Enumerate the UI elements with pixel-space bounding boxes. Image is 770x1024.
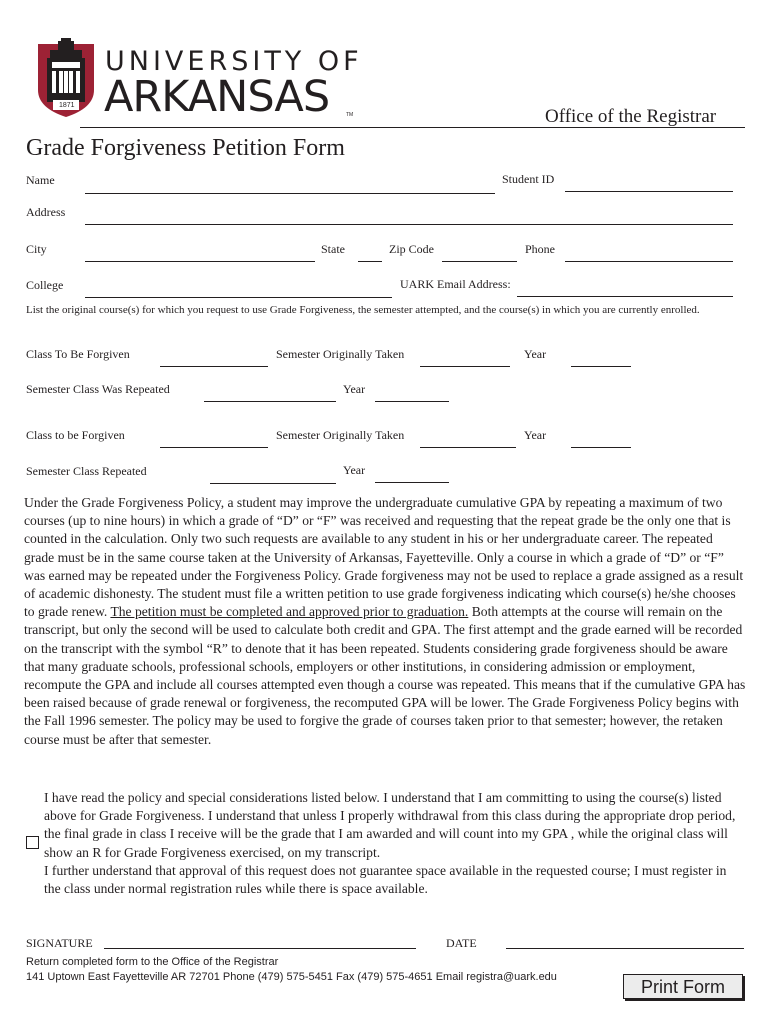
signature-label: SIGNATURE xyxy=(26,936,93,950)
repeated-year-label-2: Year xyxy=(343,463,366,477)
policy-text-part2: Both attempts at the course will remain on the transcript, but only the second will be used to calculate both credit and GPA. The first attempt and the grade earned will be recorded on the transcript with the symbol “R” to denote that it has been repeated. Students considering grade forgiveness should be aware that many graduate schools, professional schools, employers or other institutions, in considering admission or employment, recompute the GPA and include all courses attempted even though a course was repeated. This means that if the cumulative GPA has been raised because of grade renewal or forgiveness, the recomputed GPA will be lower. The Grade Forgiveness Policy begins with the Fall 1996 semester. The policy may be used to forgive the grade of courses taken prior to that semester; however, the retaken course must be after that semester. xyxy=(24,604,746,747)
college-label: College xyxy=(26,278,64,292)
address-line xyxy=(85,224,733,225)
logo-arkansas: ARKANSAS xyxy=(104,72,330,122)
class-to-be-forgiven-line-2 xyxy=(160,447,268,448)
semester-class-was-repeated-label: Semester Class Was Repeated xyxy=(26,382,170,396)
repeated-year-field-1[interactable] xyxy=(375,385,449,401)
policy-underlined-text: The petition must be completed and approved prior to graduation. xyxy=(110,604,469,620)
signature-field[interactable] xyxy=(104,932,416,948)
policy-text-part1: Under the Grade Forgiveness Policy, a student may improve the undergraduate cumulative GPA by repeating a maximum of two courses (up to nine hours) in which a grade of “D” or “F” was received and requesting that the repeat grade be the only one that is counted in the calculation. Only two such requests are available to any student in his or her undergraduate career. The repeated grade must be in the same course taken at the University of Arkansas, Fayetteville. Only a course in which a grade of “D” or “F” was earned may be repeated under the Forgiveness Policy. Grade forgiveness may not be used to replace a grade assigned as a result of academic dishonesty. The student must file a written petition to use grade forgiveness indicating which course(s) he/she chooses to grade renew. xyxy=(24,495,744,620)
agreement-checkbox[interactable] xyxy=(26,836,39,849)
year-label-1: Year xyxy=(524,347,547,361)
year-line-1 xyxy=(571,366,631,367)
registrar-contact: 141 Uptown East Fayetteville AR 72701 Phone (479) 575-5451 Fax (479) 575-4651 Email registra@uark.edu xyxy=(26,971,557,983)
form-title: Grade Forgiveness Petition Form xyxy=(26,135,345,161)
repeated-year-line-2 xyxy=(375,482,449,483)
semester-originally-taken-label-1: Semester Originally Taken xyxy=(276,347,405,361)
repeated-year-line-1 xyxy=(375,401,449,402)
class-to-be-forgiven-field-2[interactable] xyxy=(160,431,268,447)
phone-line xyxy=(565,261,733,262)
phone-label: Phone xyxy=(525,242,555,256)
name-label: Name xyxy=(26,173,55,187)
college-line xyxy=(85,297,392,298)
uark-email-field[interactable] xyxy=(517,280,733,296)
semester-class-repeated-field[interactable] xyxy=(210,467,336,483)
uark-email-label: UARK Email Address: xyxy=(400,277,511,291)
semester-originally-taken-field-1[interactable] xyxy=(420,350,510,366)
name-line xyxy=(85,193,495,194)
state-line xyxy=(358,261,382,262)
agreement-paragraph-1: I have read the policy and special considerations listed below. I understand that I am committing to using the course(s) listed above for Grade Forgiveness. I understand that unless I properly withdrawal from this class during the appropriate drop period, the final grade in class I receive will be the grade that I am awarded and will count into my GPA , while the original class will show an R for Grade Forgiveness exercised, on my transcript. xyxy=(44,790,736,860)
year-line-2 xyxy=(571,447,631,448)
courses-instruction: List the original course(s) for which you request to use Grade Forgiveness, the semester attempted, and the course(s) in which you are currently enrolled. xyxy=(26,304,700,316)
date-field[interactable] xyxy=(506,932,744,948)
class-to-be-forgiven-field-1[interactable] xyxy=(160,350,268,366)
zip-code-label: Zip Code xyxy=(389,242,434,256)
class-to-be-forgiven-label-1: Class To Be Forgiven xyxy=(26,347,130,361)
semester-class-repeated-line xyxy=(210,483,336,484)
class-to-be-forgiven-label-2: Class to be Forgiven xyxy=(26,428,125,442)
phone-field[interactable] xyxy=(565,245,733,261)
university-logo xyxy=(35,38,365,120)
logo-tm: TM xyxy=(346,112,354,118)
date-line xyxy=(506,948,744,949)
year-field-2[interactable] xyxy=(571,431,631,447)
zip-code-line xyxy=(442,261,517,262)
semester-class-was-repeated-line xyxy=(204,401,336,402)
city-line xyxy=(85,261,315,262)
print-form-button[interactable]: Print Form xyxy=(623,974,743,999)
state-field[interactable] xyxy=(358,245,382,261)
header-rule xyxy=(80,127,745,128)
address-label: Address xyxy=(26,205,66,219)
city-label: City xyxy=(26,242,47,256)
city-field[interactable] xyxy=(85,245,315,261)
signature-line xyxy=(104,948,416,949)
address-field[interactable] xyxy=(85,208,733,224)
semester-originally-taken-field-2[interactable] xyxy=(420,431,516,447)
student-id-label: Student ID xyxy=(502,172,555,186)
logo-year: 1871 xyxy=(59,102,75,109)
repeated-year-label-1: Year xyxy=(343,382,366,396)
semester-class-repeated-label: Semester Class Repeated xyxy=(26,464,147,478)
semester-originally-taken-label-2: Semester Originally Taken xyxy=(276,428,405,442)
class-to-be-forgiven-line-1 xyxy=(160,366,268,367)
return-instructions: Return completed form to the Office of the Registrar xyxy=(26,956,279,968)
semester-class-was-repeated-field[interactable] xyxy=(204,385,336,401)
semester-originally-taken-line-1 xyxy=(420,366,510,367)
agreement-paragraph-2: I further understand that approval of this request does not guarantee space available in the requested course; I must register in the class under normal registration rules while there is space available. xyxy=(44,863,727,897)
office-of-registrar: Office of the Registrar xyxy=(545,106,717,127)
student-id-field[interactable] xyxy=(565,175,733,191)
date-label: DATE xyxy=(446,936,477,950)
zip-code-field[interactable] xyxy=(442,245,517,261)
state-label: State xyxy=(321,242,345,256)
logo-university-of: UNIVERSITY OF xyxy=(105,46,363,77)
semester-originally-taken-line-2 xyxy=(420,447,516,448)
college-field[interactable] xyxy=(85,281,392,297)
student-id-line xyxy=(565,191,733,192)
policy-paragraph xyxy=(24,494,746,749)
name-field[interactable] xyxy=(85,177,495,193)
uark-email-line xyxy=(517,296,733,297)
year-field-1[interactable] xyxy=(571,350,631,366)
year-label-2: Year xyxy=(524,428,547,442)
repeated-year-field-2[interactable] xyxy=(375,466,449,482)
